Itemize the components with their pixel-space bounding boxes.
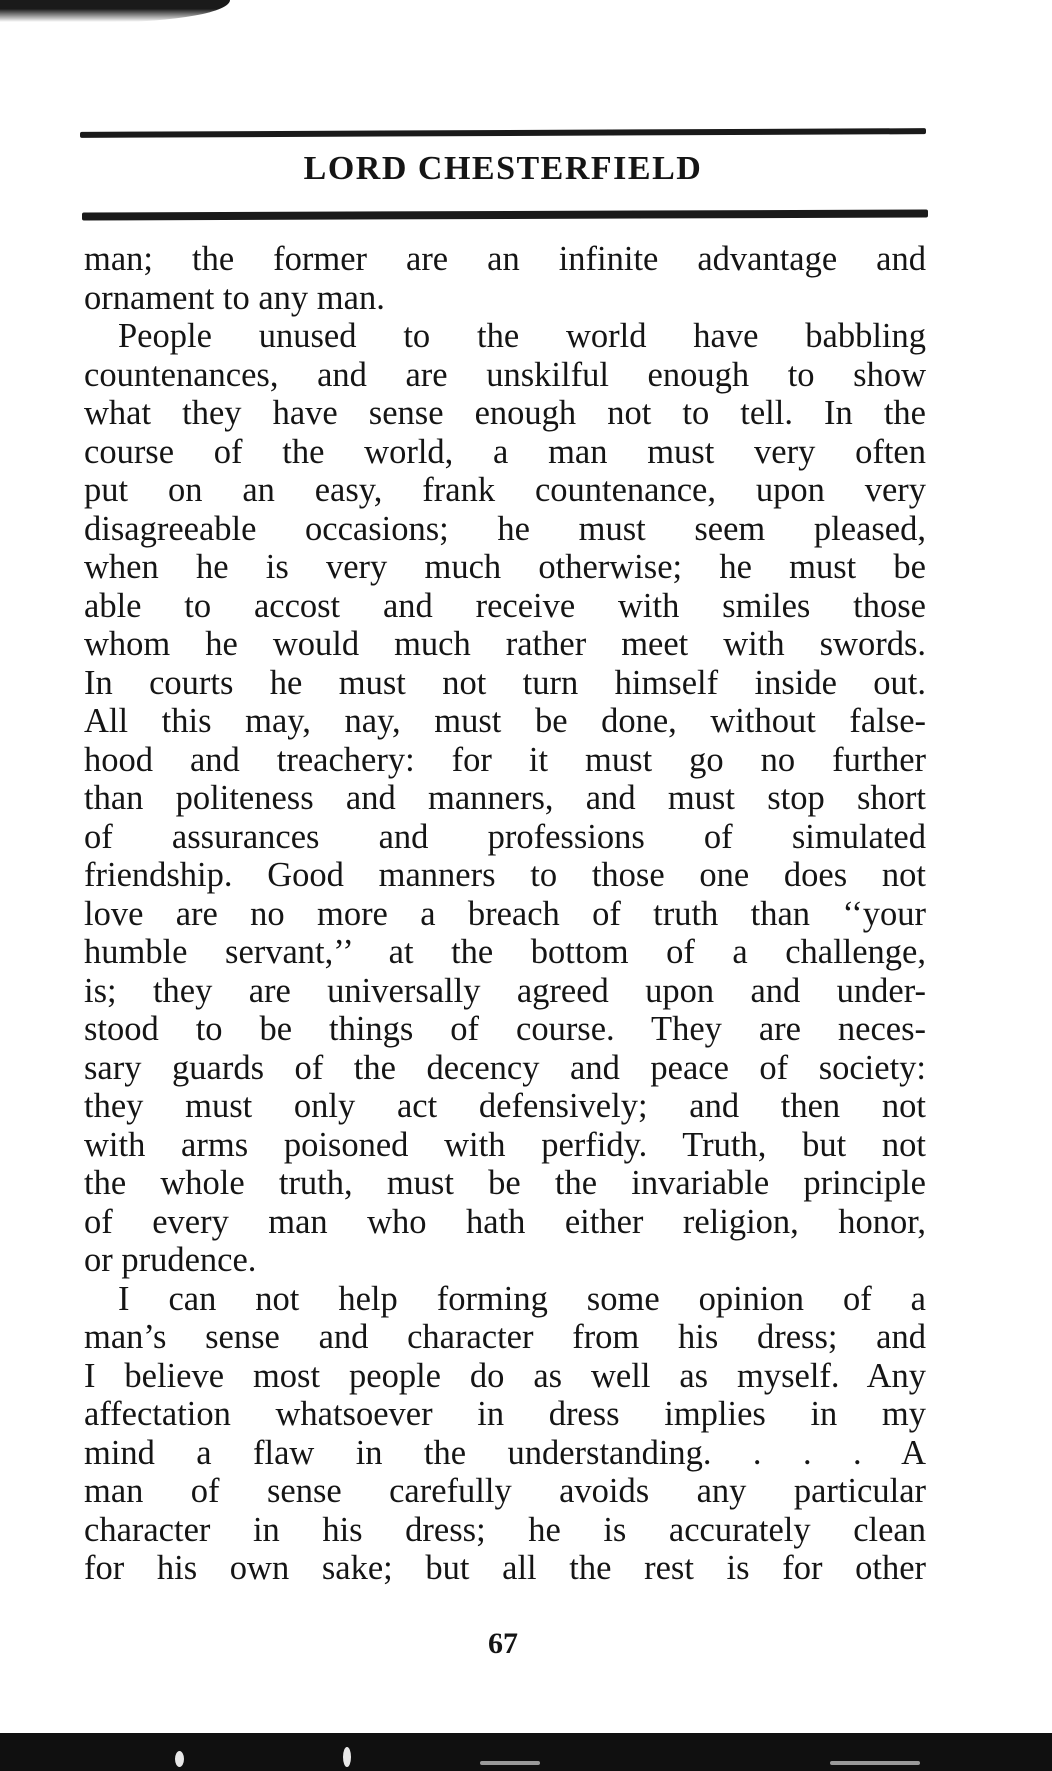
- text-line: whom he would much rather meet with swords.: [84, 625, 926, 663]
- text-line: man of sense carefully avoids any particular: [84, 1472, 926, 1510]
- body-text: [84, 240, 926, 1588]
- text-line: All this may, nay, must be done, without false-: [84, 702, 926, 740]
- scan-fleck: [830, 1761, 920, 1765]
- text-line: they must only act defensively; and then not: [84, 1087, 926, 1125]
- text-line: stood to be things of course. They are neces-: [84, 1010, 926, 1048]
- scan-fleck: [343, 1747, 351, 1767]
- scan-fleck: [175, 1751, 184, 1767]
- running-head: LORD CHESTERFIELD: [303, 150, 703, 187]
- text-line: In courts he must not turn himself inside out.: [84, 663, 926, 702]
- text-line: able to accost and receive with smiles those: [84, 586, 926, 625]
- text-line: hood and treachery: for it must go no further: [84, 740, 926, 779]
- header-rule-bottom: [82, 210, 928, 221]
- text-line: disagreeable occasions; he must seem pleased,: [84, 509, 926, 548]
- text-line: humble servant,’’ at the bottom of a challenge,: [84, 933, 926, 971]
- text-line: for his own sake; but all the rest is for other: [84, 1549, 926, 1587]
- text-line: when he is very much otherwise; he must be: [84, 548, 926, 586]
- text-line: than politeness and manners, and must stop short: [84, 779, 926, 817]
- scan-fleck: [480, 1761, 540, 1765]
- text-line: countenances, and are unskilful enough to show: [84, 355, 926, 394]
- text-line: is; they are universally agreed upon and under-: [84, 971, 926, 1010]
- scan-bottom-edge: [0, 1733, 1052, 1771]
- text-line: course of the world, a man must very often: [84, 432, 926, 471]
- text-line: the whole truth, must be the invariable principle: [84, 1164, 926, 1202]
- text-line: man’s sense and character from his dress; and: [84, 1318, 926, 1356]
- text-line: of assurances and professions of simulated: [84, 817, 926, 856]
- text-line: People unused to the world have babbling: [118, 317, 926, 355]
- header-rule-top: [80, 128, 926, 138]
- text-line: friendship. Good manners to those one does not: [84, 856, 926, 894]
- text-line: man; the former are an infinite advantage and: [84, 240, 926, 278]
- scan-edge-shadow: [0, 0, 230, 22]
- text-line: I believe most people do as well as myself. Any: [84, 1356, 926, 1395]
- text-line: what they have sense enough not to tell. In the: [84, 394, 926, 432]
- text-line: with arms poisoned with perfidy. Truth, but not: [84, 1125, 926, 1164]
- text-line: put on an easy, frank countenance, upon very: [84, 471, 926, 509]
- text-line: love are no more a breach of truth than ‘‘your: [84, 894, 926, 933]
- text-line: ornament to any man.: [84, 278, 385, 317]
- text-line: affectation whatsoever in dress implies in my: [84, 1395, 926, 1433]
- text-line: mind a flaw in the understanding. . . . A: [84, 1433, 926, 1472]
- text-line: character in his dress; he is accurately clean: [84, 1510, 926, 1549]
- page-number: 67: [488, 1627, 518, 1660]
- text-line: of every man who hath either religion, honor,: [84, 1202, 926, 1241]
- text-line: I can not help forming some opinion of a: [118, 1279, 926, 1318]
- text-line: sary guards of the decency and peace of society:: [84, 1048, 926, 1087]
- text-line: or prudence.: [84, 1241, 257, 1279]
